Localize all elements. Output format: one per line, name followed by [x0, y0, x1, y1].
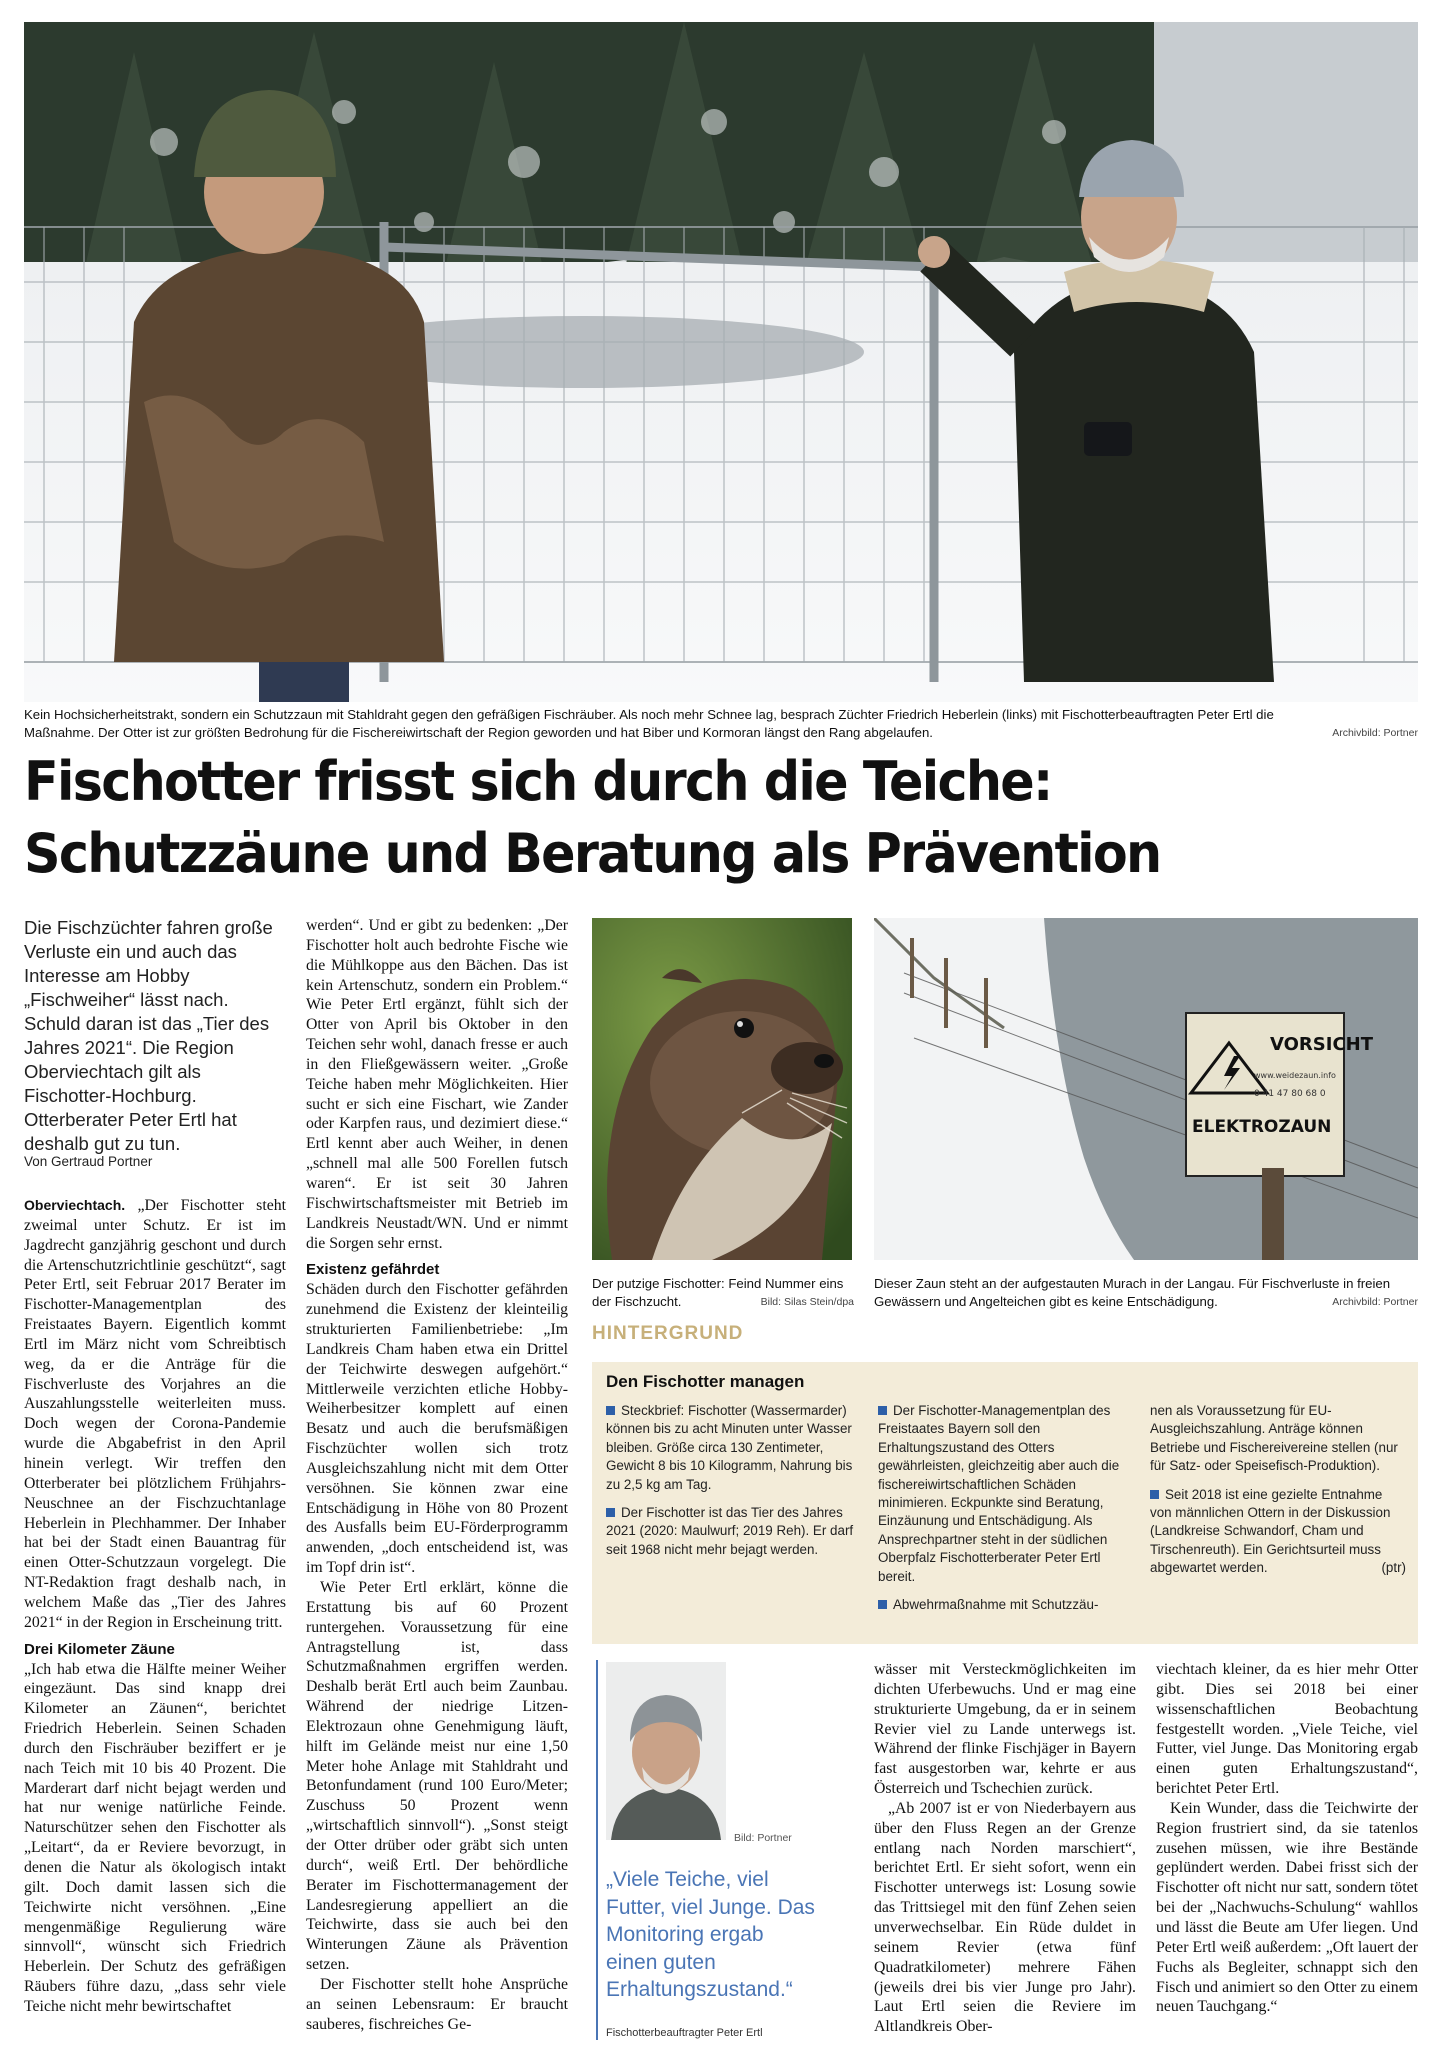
portrait-illustration [606, 1662, 726, 1840]
top-photo-caption-text: Kein Hochsicherheitstrakt, sondern ein Schutzzaun mit Stahldraht gegen den gefräßigen Fischräuber. Als noch mehr Schnee lag, besprach Züchter Friedrich Heberlein (links) mit Fischotterbeauftragten Peter Ertl die Maßnahme. Der Otter ist zur größten Bedrohung für die Fischereiwirtschaft der Region geworden und hat Biber und Kormoran längst den Rang abgelaufen. [24, 707, 1274, 740]
headline-line-2: Schutzzäune und Beratung als Prävention [24, 822, 1161, 885]
otter-illustration [592, 918, 852, 1260]
box-label: HINTERGRUND [592, 1323, 744, 1344]
portrait-photo [606, 1662, 726, 1840]
column-5-paragraph-2: Kein Wunder, dass die Teichwirte der Region frustriert sind, da sie tatenlos zusehen müssen, wie ihre Bestände geplündert werden. Dabei frisst sich der Fischotter oft nicht nur satt, sondern tötet bei der „Nachwuchs-Schulung“ wahllos und lässt die Beute am Ufer liegen. Und Peter Ertl weiß außerdem: „Oft lauert der Fuchs als Begleiter, schnappt sich den Fisch und animiert so den Otter zu einem neuen Tauchgang.“ [1156, 1799, 1418, 2016]
otter-photo-credit: Bild: Silas Stein/dpa [760, 1296, 854, 1308]
quote-source: Fischotterbeauftragter Peter Ertl [606, 2027, 763, 2039]
top-photo-credit: Archivbild: Portner [1332, 727, 1418, 739]
box-item-abwehr [878, 1596, 1136, 1614]
column-2-paragraph-1: werden“. Und er gibt zu bedenken: „Der Fischotter holt auch bedrohte Fische wie die Mühlkoppe aus den Bächen. Das ist kein Artenschutz, sondern ein Problem.“ Wie Peter Ertl ergänzt, fühlt sich der Otter von April bis Oktober in den Teichen sehr wohl, danach fresse er auch in den Fließgewässern weiter. „Große Teiche haben mehr Möglichkeiten. Hier sucht er sich eine Fischart, wie Zander oder Karpfen raus, und dezimiert diese.“ Ertl kennt aber auch Weiher, in denen „schnell mal alle 500 Forellen futsch waren“. Er ist seit 30 Jahren Fischwirtschaftsmeister mit Betrieb im Landkreis Neustadt/WN. Und er nimmt die Sorgen sehr ernst. [306, 917, 568, 1252]
column-4-paragraph-2: „Ab 2007 ist er von Niederbayern aus über den Fluss Regen an der Grenze entlang nach Norden marschiert“, berichtet Ertl. Er sieht sofort, wenn ein Fischotter unterwegs ist: Losung sowie das Trittsiegel mit den fünf Zehen seien unverwechselbar. Ein Rüde duldet in seinem Revier (etwa fünf Quadratkilometer) mehrere Fähen (jeweils drei bis vier Junge pro Jahr). Laut Ertl seien die Reviere im Altlandkreis Ober- [874, 1799, 1136, 2036]
sign-text-small-1: www.weidezaun.info [1254, 1071, 1336, 1080]
article-column-5 [1156, 1660, 1418, 2017]
box-item-abwehr-text: Abwehrmaßnahme mit Schutzzäu- [893, 1597, 1099, 1613]
box-author: (ptr) [1381, 1560, 1406, 1576]
box-item-abwehr-cont: nen als Voraussetzung für EU-Ausgleichszahlung. Anträge können Betriebe und Fischereivereine stellen (nur für Satz- oder Speisefisch-Produktion). [1150, 1403, 1398, 1474]
column-2-paragraph-4: Der Fischotter stellt hohe Ansprüche an seinen Lebensraum: Er braucht sauberes, fischreiches Ge- [306, 1975, 568, 2033]
bullet-icon [878, 1600, 887, 1609]
fence-photo-credit: Archivbild: Portner [1332, 1296, 1418, 1308]
pull-quote: „Viele Teiche, viel Futter, viel Junge. Das Monitoring ergab einen guten Erhaltungszustand.“ [606, 1868, 815, 2001]
bullet-icon [878, 1406, 887, 1415]
column-1-paragraph-2: „Ich hab etwa die Hälfte meiner Weiher eingezäunt. Das sind knapp drei Kilometer an Zäunen“, berichtet Friedrich Heberlein. Seinen Schaden durch den Fischräuber beziffert er je nach Teich mit 10 bis 40 Prozent. Die Marderart darf nicht bejagt werden und hat nur wenige natürliche Feinde. Naturschützer sehen den Fischotter als „Leitart“, da er Reviere bevorzugt, in denen die Natur als ökologisch intakt gilt. Doch damit lassen sich die Teichwirte nicht versöhnen. „Eine mengenmäßige Regulierung wäre sinnvoll“, wünscht sich Friedrich Heberlein. Der Schutz des gefräßigen Räubers führe dazu, „dass sehr viele Teiche nicht mehr bewirtschaftet [24, 1660, 286, 2015]
article-column-2 [306, 916, 568, 2034]
box-item-managementplan-text: Der Fischotter-Managementplan des Freistaates Bayern soll den Erhaltungszustand des Otters gewährleisten, gleichzeitig aber auch die fischereiwirtschaftlichen Schäden minimieren. Eckpunkte sind Beratung, Einzäunung und Entschädigung. Als Ansprechpartner steht in der südlichen Oberpfalz Fischotterberater Peter Ertl bereit. [878, 1403, 1120, 1584]
box-item-tier-des-jahres-text: Der Fischotter ist das Tier des Jahres 2021 (2020: Maulwurf; 2019 Reh). Er darf seit 1968 nicht mehr bejagt werden. [606, 1505, 854, 1557]
box-column-2 [878, 1402, 1136, 1624]
box-item-tier-des-jahres [606, 1504, 864, 1559]
box-item-entnahme [1150, 1486, 1406, 1578]
box-item-entnahme-text: Seit 2018 ist eine gezielte Entnahme von männlichen Ottern in der Diskussion (Landkreise Schwandorf, Cham und Tirschenreuth). Ein Gerichtsurteil muss abgewartet werden. [1150, 1486, 1391, 1576]
headline-line-1: Fischotter frisst sich durch die Teiche: [24, 750, 1052, 813]
fence-illustration [874, 918, 1418, 1260]
bullet-icon [606, 1406, 615, 1415]
subheading-drei-kilometer: Drei Kilometer Zäune [24, 1640, 175, 1658]
fence-caption-text: Dieser Zaun steht an der aufgestauten Murach in der Langau. Für Fischverluste in freien Gewässern und Angelteichen gibt es keine Entschädigung. [874, 1276, 1391, 1309]
column-1-text-1: „Der Fischotter steht zweimal unter Schutz. Er ist im Jagdrecht ganzjährig geschont und durch die Artenschutzrichtlinie geschützt“, sagt Peter Ertl, seit Februar 2017 Berater im Fischotter-Managementplan des Freistaates Bayern. Eigentlich kommt Ertl im März nicht vom Schreibtisch weg, da er die Anträge für die Fischverluste des Vorjahres an die Auszahlungsstelle weiterleiten muss. Doch wegen der Corona-Pandemie wurde die Abgabefrist in den April hinein verlegt. Wir treffen den Otterberater bei plötzlichem Frühjahrs-Neuschnee an der Fischzuchtanlage Heberlein in Plechhammer. Der Inhaber hat bei der Stadt einen Bauantrag für einen Otter-Schutzzaun vorgelegt. Die NT-Redaktion fragt deshalb nach, in welchem Maße das „Tier des Jahres 2021“ in der Region in Erscheinung tritt. [24, 1197, 287, 1631]
column-5-paragraph-1: viechtach kleiner, da es hier mehr Otter gibt. Dies sei 2018 bei einer wissenschaftlichen Beobachtung festgestellt worden. „Viele Teiche, viel Futter, viel Junge. Das Monitoring ergab einen guten Erhaltungszustand“, berichtet Peter Ertl. [1156, 1661, 1418, 1798]
lead-paragraph: Die Fischzüchter fahren große Verluste ein und auch das Interesse am Hobby „Fischweiher“ lässt nach. Schuld daran ist das „Tier des Jahres 2021“. Die Region Oberviechtach gilt als Fischotter-Hochburg. Otterberater Peter Ertl hat deshalb gut zu tun. [24, 917, 273, 1154]
sign-text-small-2: 0 41 47 80 68 0 [1254, 1089, 1326, 1099]
bullet-icon [1150, 1490, 1159, 1499]
box-item-steckbrief-text: Steckbrief: Fischotter (Wassermarder) können bis zu acht Minuten unter Wasser bleiben. Größe circa 130 Zentimeter, Gewicht 8 bis 10 Kilogramm, Nahrung bis zu 2,5 kg am Tag. [606, 1403, 853, 1492]
fence-photo [874, 918, 1418, 1260]
otter-caption-text: Der putzige Fischotter: Feind Nummer eins der Fischzucht. [592, 1276, 844, 1309]
article-column-1 [24, 1196, 286, 2017]
fence-photo-caption [874, 1275, 1418, 1311]
portrait-rule [596, 1660, 598, 2040]
box-title: Den Fischotter managen [606, 1372, 805, 1391]
headline [24, 746, 1340, 890]
dateline: Oberviechtach. [24, 1197, 126, 1213]
subheading-existenz: Existenz gefährdet [306, 1261, 440, 1279]
top-photo [24, 22, 1418, 702]
box-column-1 [606, 1402, 864, 1569]
byline: Von Gertraud Portner [24, 1154, 153, 1169]
sign-text-bottom: ELEKTROZAUN [1192, 1117, 1332, 1137]
portrait-credit: Bild: Portner [734, 1832, 792, 1844]
top-photo-illustration [24, 22, 1418, 702]
box-item-managementplan [878, 1402, 1136, 1586]
otter-photo [592, 918, 852, 1260]
otter-photo-caption [592, 1275, 854, 1311]
column-1-paragraph-1 [24, 1196, 286, 1633]
article-column-4 [874, 1660, 1136, 2037]
column-2-paragraph-2: Schäden durch den Fischotter gefährden zunehmend die Existenz der kleinteilig strukturierten Familienbetriebe: „Im Landkreis Cham haben etwa ein Drittel der Teichwirte deswegen aufgehört.“ Mittlerweile verzichten etliche Hobby-Weiherbesitzer komplett auf einen Besatz und auch die berufsmäßigen Fischzüchter wollen sich trotz Ausgleichszahlung nicht mit dem Otter versöhnen. Sie können zwar eine Entschädigung in Höhe von 80 Prozent des Ausfalls beim EU-Förderprogramm anwenden, „doch entscheidend ist, was im Topf drin ist“. [306, 1281, 568, 1577]
box-column-3 [1150, 1402, 1406, 1588]
sign-text-top: VORSICHT [1270, 1034, 1373, 1055]
column-4-paragraph-1: wässer mit Versteckmöglichkeiten im dichten Uferbewuchs. Und er mag eine strukturierte Umgebung, da er in seinem Revier viel zu Lande unterwegs ist. Während der flinke Fischjäger in Bayern fast ausgestorben war, kehrte er aus Österreich und Tschechien zurück. [874, 1661, 1136, 1798]
top-photo-caption [24, 706, 1418, 742]
box-item-steckbrief [606, 1402, 864, 1494]
column-2-paragraph-3: Wie Peter Ertl erklärt, könne die Erstattung bis auf 60 Prozent runtergehen. Voraussetzung für eine Antragstellung ist, dass Schutzmaßnahmen ergriffen werden. Deshalb berät Ertl auch beim Zaunbau. Während der niedrige Litzen-Elektrozaun ohne Genehmigung läuft, hilft im Gelände meist nur eine 1,50 Meter hohe Anlage mit Stahldraht und Betonfundament (rund 100 Euro/Meter; Zuschuss 50 Prozent wenn „wirtschaftlich sinnvoll“). „Sonst steigt der Otter drüber oder gräbt sich unten durch“, weiß Ertl. Der behördliche Berater im Fischottermanagement der Landesregierung appelliert an die Teichwirte, dass sie auch bei den Winterungen Zäune als Prävention setzen. [306, 1579, 568, 1974]
bullet-icon [606, 1508, 615, 1517]
